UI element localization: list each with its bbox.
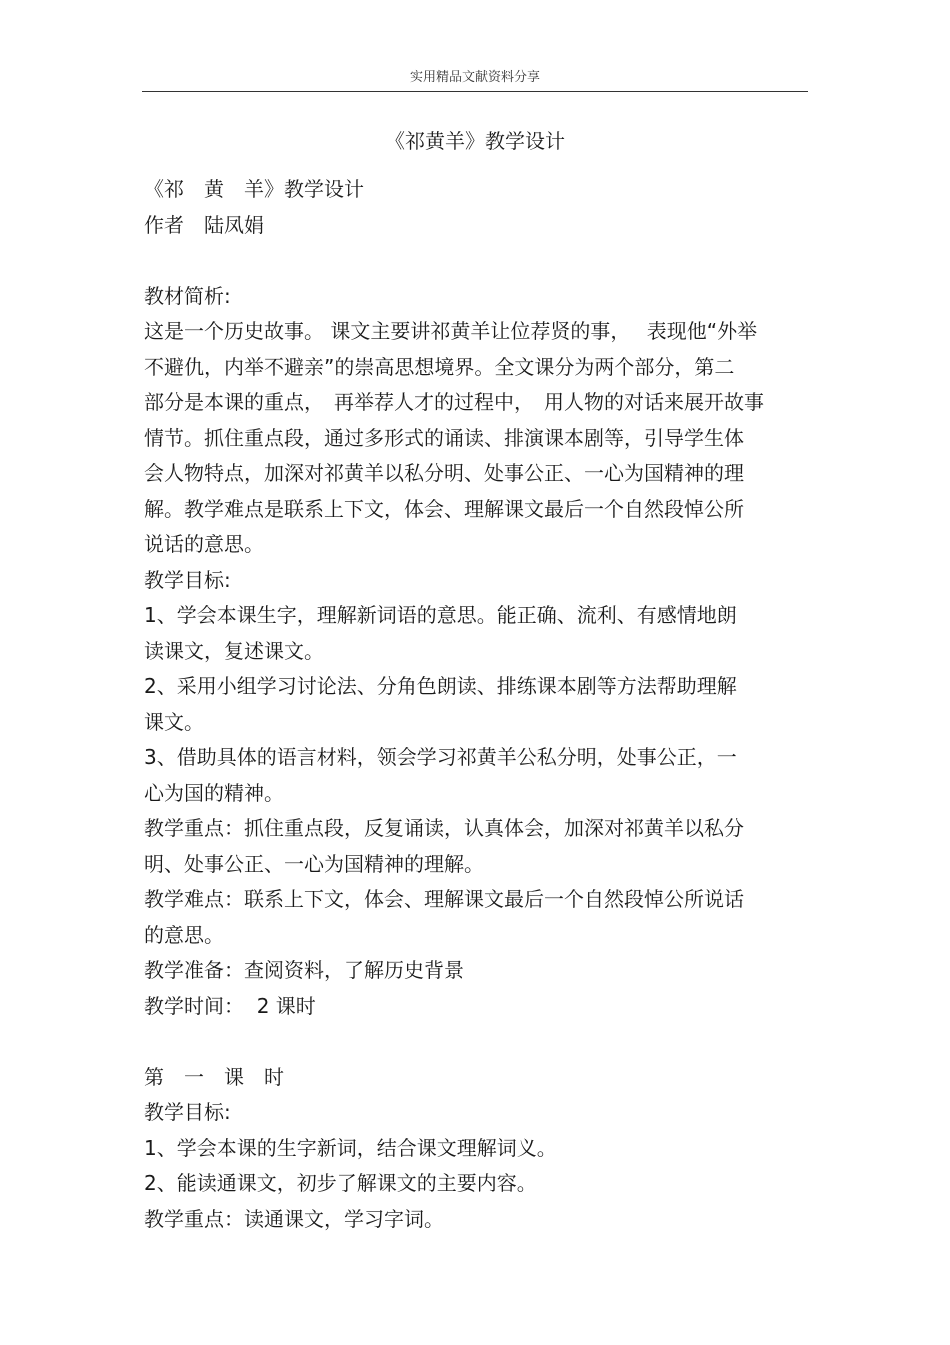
text-line: 教学目标: bbox=[144, 567, 231, 592]
header-text: 实用精品文献资料分享 bbox=[409, 70, 540, 85]
text-line: 2、能读通课文，初步了解课文的主要内容。 bbox=[144, 1171, 537, 1195]
text-line: 明、处事公正、一心为国精神的理解。 bbox=[144, 851, 484, 876]
text-line: 1、学会本课生字，理解新词语的意思。能正确、流利、有感情地朗 bbox=[144, 603, 737, 627]
text-line: 教学重点：读通课文，学习字词。 bbox=[144, 1206, 444, 1231]
text-line: 课文。 bbox=[144, 709, 204, 734]
text-line: 的意思。 bbox=[144, 922, 224, 947]
blank-line bbox=[144, 1024, 814, 1060]
text-line: 3、借助具体的语言材料，领会学习祁黄羊公私分明，处事公正，一 bbox=[144, 745, 737, 769]
text-line: 教材简析: bbox=[144, 283, 231, 308]
text-line: 教学准备：查阅资料，了解历史背景 bbox=[144, 958, 464, 982]
document-title: 《祁黄羊》教学设计 bbox=[385, 129, 565, 153]
text-line: 教学难点：联系上下文，体会、理解课文最后一个自然段悼公所说话 bbox=[144, 887, 744, 911]
text-line: 情节。抓住重点段，通过多形式的诵读、排演课本剧等，引导学生体 bbox=[144, 425, 744, 450]
text-line: 解。教学难点是联系上下文，体会、理解课文最后一个自然段悼公所 bbox=[144, 496, 744, 521]
header-divider bbox=[142, 91, 808, 92]
text-line: 1、学会本课的生字新词，结合课文理解词义。 bbox=[144, 1135, 557, 1160]
text-line: 心为国的精神。 bbox=[144, 780, 284, 805]
document-body bbox=[144, 172, 814, 1237]
text-line: 教学时间： 2 课时 bbox=[144, 993, 316, 1018]
text-line: 部分是本课的重点， 再举荐人才的过程中， 用人物的对话来展开故事 bbox=[144, 390, 764, 414]
text-line: 第 一 课 时 bbox=[144, 1064, 284, 1089]
text-line: 读课文，复述课文。 bbox=[144, 638, 324, 663]
text-line: 教学目标: bbox=[144, 1100, 231, 1124]
text-line: 会人物特点，加深对祁黄羊以私分明、处事公正、一心为国精神的理 bbox=[144, 461, 744, 485]
text-line: 说话的意思。 bbox=[144, 532, 264, 556]
text-line: 《祁 黄 羊》教学设计 bbox=[144, 177, 364, 201]
text-line: 2、采用小组学习讨论法、分角色朗读、排练课本剧等方法帮助理解 bbox=[144, 674, 737, 698]
text-line: 这是一个历史故事。 课文主要讲祁黄羊让位荐贤的事， 表现他“外举 bbox=[144, 319, 758, 343]
text-line: 不避仇，内举不避亲”的崇高思想境界。全文课分为两个部分，第二 bbox=[144, 354, 735, 379]
text-line: 教学重点：抓住重点段，反复诵读，认真体会，加深对祁黄羊以私分 bbox=[144, 816, 744, 840]
text-line: 作者 陆凤娟 bbox=[144, 212, 264, 237]
blank-line bbox=[144, 243, 814, 279]
